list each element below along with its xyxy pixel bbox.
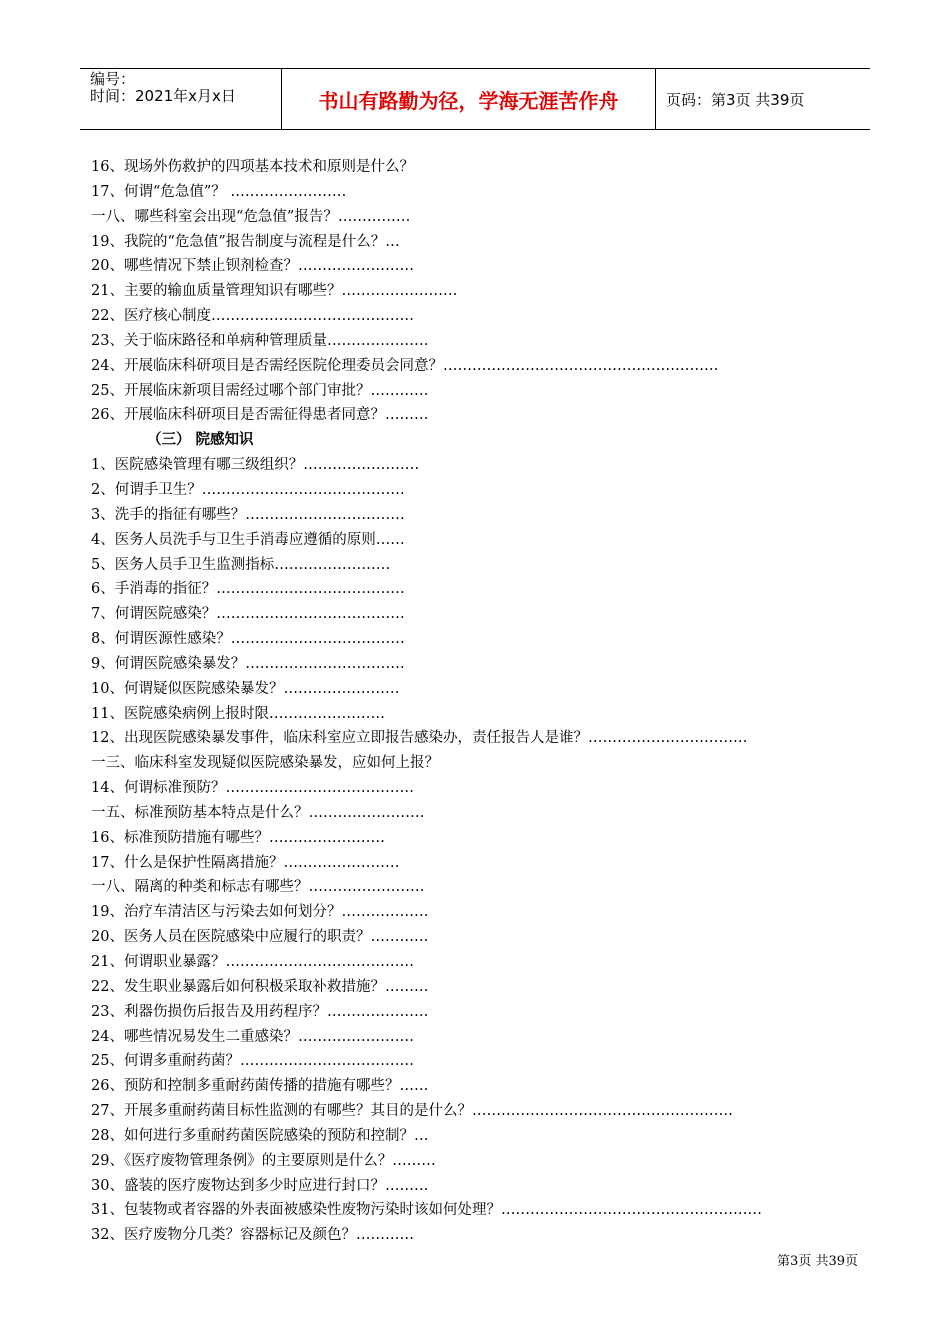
question-line: 4、医务人员洗手与卫生手消毒应遵循的原则…… — [91, 531, 405, 548]
question-line: 26、预防和控制多重耐药菌传播的措施有哪些？…… — [91, 1078, 429, 1095]
question-line: 20、医务人员在医院感染中应履行的职责？………… — [91, 929, 429, 946]
question-line: 8、何谓医源性感染？……………………………… — [91, 631, 405, 648]
question-line: 16、标准预防措施有哪些？…………………… — [91, 829, 385, 846]
code-label: 编号： — [90, 70, 136, 88]
question-line: 17、何谓“危急值”？ …………………… — [91, 183, 347, 200]
date-label: 时间：2021年x月x日 — [90, 87, 236, 105]
question-line: 17、什么是保护性隔离措施？…………………… — [91, 854, 400, 871]
question-line: 23、利器伤损伤后报告及用药程序？………………… — [91, 1003, 429, 1020]
header-motto: 书山有路勤为径，学海无涯苦作舟 — [282, 69, 656, 129]
question-line: 6、手消毒的指征？………………………………… — [91, 581, 405, 598]
question-line: 32、医疗废物分几类？容器标记及颜色？………… — [91, 1227, 414, 1244]
question-line: 30、盛装的医疗废物达到多少时应进行封口？……… — [91, 1177, 429, 1194]
question-line: 24、哪些情况易发生二重感染？…………………… — [91, 1028, 414, 1045]
question-line: 1、医院感染管理有哪三级组织？…………………… — [91, 457, 420, 474]
question-line: 19、治疗车清洁区与污染去如何划分？……………… — [91, 904, 429, 921]
question-line: 29、《医疗废物管理条例》的主要原则是什么？……… — [91, 1152, 436, 1169]
question-line: 一八、哪些科室会出现“危急值”报告？…………… — [91, 208, 411, 225]
question-line: 19、我院的“危急值”报告制度与流程是什么？… — [91, 233, 400, 250]
question-line: 14、何谓标准预防？………………………………… — [91, 780, 414, 797]
question-line: 11、医院感染病例上报时限…………………… — [91, 705, 385, 722]
question-line: 5、医务人员手卫生监测指标…………………… — [91, 556, 391, 573]
question-line: 22、发生职业暴露后如何积极采取补救措施？……… — [91, 978, 429, 995]
question-line: 25、何谓多重耐药菌？……………………………… — [91, 1053, 414, 1070]
section-title: （三） 院感知识 — [147, 432, 254, 449]
question-line: 25、开展临床新项目需经过哪个部门审批？………… — [91, 382, 429, 399]
question-list — [91, 155, 871, 1248]
question-line: 9、何谓医院感染暴发？…………………………… — [91, 655, 405, 672]
question-line: 20、哪些情况下禁止钡剂检查？…………………… — [91, 258, 414, 275]
page-footer: 第3页 共39页 — [777, 1254, 858, 1269]
question-line: 22、医疗核心制度…………………………………… — [91, 308, 414, 325]
question-line: 28、如何进行多重耐药菌医院感染的预防和控制？… — [91, 1127, 429, 1144]
question-line: 26、开展临床科研项目是否需征得患者同意？……… — [91, 407, 429, 424]
question-line: 16、现场外伤救护的四项基本技术和原则是什么？ — [91, 159, 414, 175]
question-line: 12、出现医院感染暴发事件，临床科室应立即报告感染办，责任报告人是谁？…………………………… — [91, 730, 748, 747]
question-line: 31、包装物或者容器的外表面被感染性废物污染时该如何处理？……………………………………………… — [91, 1202, 762, 1219]
question-line: 一八、隔离的种类和标志有哪些？…………………… — [91, 879, 425, 896]
question-line: 2、何谓手卫生？…………………………………… — [91, 481, 405, 498]
question-line: 23、关于临床路径和单病种管理质量………………… — [91, 332, 429, 349]
question-line: 27、开展多重耐药菌目标性监测的有哪些？其目的是什么？……………………………………………… — [91, 1103, 733, 1120]
question-line: 21、何谓职业暴露？………………………………… — [91, 954, 414, 970]
header-meta — [80, 69, 282, 129]
header-page-number: 页码：第3页 共39页 — [666, 90, 805, 109]
question-line: 7、何谓医院感染？………………………………… — [91, 606, 405, 623]
question-line: 一五、标准预防基本特点是什么？…………………… — [91, 804, 425, 821]
page-header — [80, 68, 870, 130]
question-line: 3、洗手的指征有哪些？…………………………… — [91, 506, 405, 523]
question-line: 一三、临床科室发现疑似医院感染暴发，应如何上报？ — [91, 755, 439, 772]
question-line: 10、何谓疑似医院感染暴发？…………………… — [91, 680, 400, 697]
question-line: 24、开展临床科研项目是否需经医院伦理委员会同意？………………………………………………… — [91, 357, 719, 374]
question-line: 21、主要的输血质量管理知识有哪些？…………………… — [91, 283, 458, 300]
